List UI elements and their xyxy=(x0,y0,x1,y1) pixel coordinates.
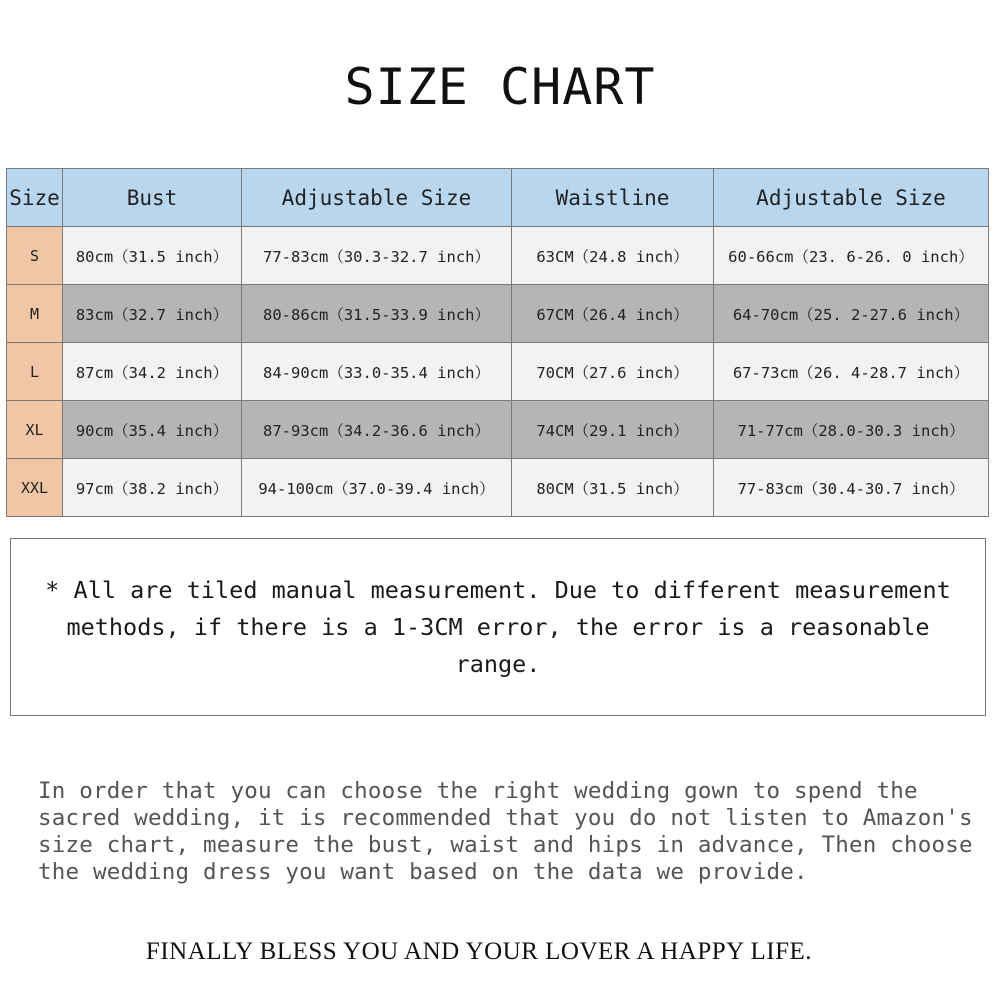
table-row xyxy=(7,227,989,285)
adjustable-waist-value: 64-70cm（25. 2-27.6 inch） xyxy=(714,285,989,343)
size-label: L xyxy=(7,343,63,401)
waistline-value: 63CM（24.8 inch） xyxy=(512,227,714,285)
closing-blessing: FINALLY BLESS YOU AND YOUR LOVER A HAPPY LIFE. xyxy=(145,938,813,965)
waistline-value: 70CM（27.6 inch） xyxy=(512,343,714,401)
size-label: XXL xyxy=(7,459,63,517)
adjustable-waist-value: 71-77cm（28.0-30.3 inch） xyxy=(714,401,989,459)
advice-paragraph: In order that you can choose the right wedding gown to spend the sacred wedding, it is recommended that you do not listen to Amazon's size chart, measure the bust, waist and hips in advance, Then choose the wedding dress you want based on the data we provide. xyxy=(38,778,973,885)
adjustable-bust-value: 77-83cm（30.3-32.7 inch） xyxy=(242,227,512,285)
table-row xyxy=(7,459,989,517)
adjustable-waist-value: 77-83cm（30.4-30.7 inch） xyxy=(714,459,989,517)
adjustable-bust-value: 87-93cm（34.2-36.6 inch） xyxy=(242,401,512,459)
adjustable-waist-value: 60-66cm（23. 6-26. 0 inch） xyxy=(714,227,989,285)
size-chart-table xyxy=(6,168,989,517)
header-bust: Bust xyxy=(63,169,242,227)
size-label: XL xyxy=(7,401,63,459)
bust-value: 80cm（31.5 inch） xyxy=(63,227,242,285)
adjustable-bust-value: 80-86cm（31.5-33.9 inch） xyxy=(242,285,512,343)
adjustable-waist-value: 67-73cm（26. 4-28.7 inch） xyxy=(714,343,989,401)
bust-value: 83cm（32.7 inch） xyxy=(63,285,242,343)
header-adjustable-bust: Adjustable Size xyxy=(242,169,512,227)
measurement-note: * All are tiled manual measurement. Due to different measurement methods, if there is a 1-3CM error, the error is a reasonable range. xyxy=(45,575,951,678)
table-row xyxy=(7,401,989,459)
measurement-note-box xyxy=(10,538,986,716)
table-row xyxy=(7,343,989,401)
adjustable-bust-value: 84-90cm（33.0-35.4 inch） xyxy=(242,343,512,401)
table-row xyxy=(7,285,989,343)
bust-value: 90cm（35.4 inch） xyxy=(63,401,242,459)
bust-value: 87cm（34.2 inch） xyxy=(63,343,242,401)
waistline-value: 80CM（31.5 inch） xyxy=(512,459,714,517)
adjustable-bust-value: 94-100cm（37.0-39.4 inch） xyxy=(242,459,512,517)
waistline-value: 67CM（26.4 inch） xyxy=(512,285,714,343)
header-adjustable-waist: Adjustable Size xyxy=(714,169,989,227)
header-waistline: Waistline xyxy=(512,169,714,227)
page-title: SIZE CHART xyxy=(344,58,656,116)
header-size: Size xyxy=(7,169,63,227)
size-label: M xyxy=(7,285,63,343)
bust-value: 97cm（38.2 inch） xyxy=(63,459,242,517)
size-label: S xyxy=(7,227,63,285)
waistline-value: 74CM（29.1 inch） xyxy=(512,401,714,459)
table-header-row xyxy=(7,169,989,227)
